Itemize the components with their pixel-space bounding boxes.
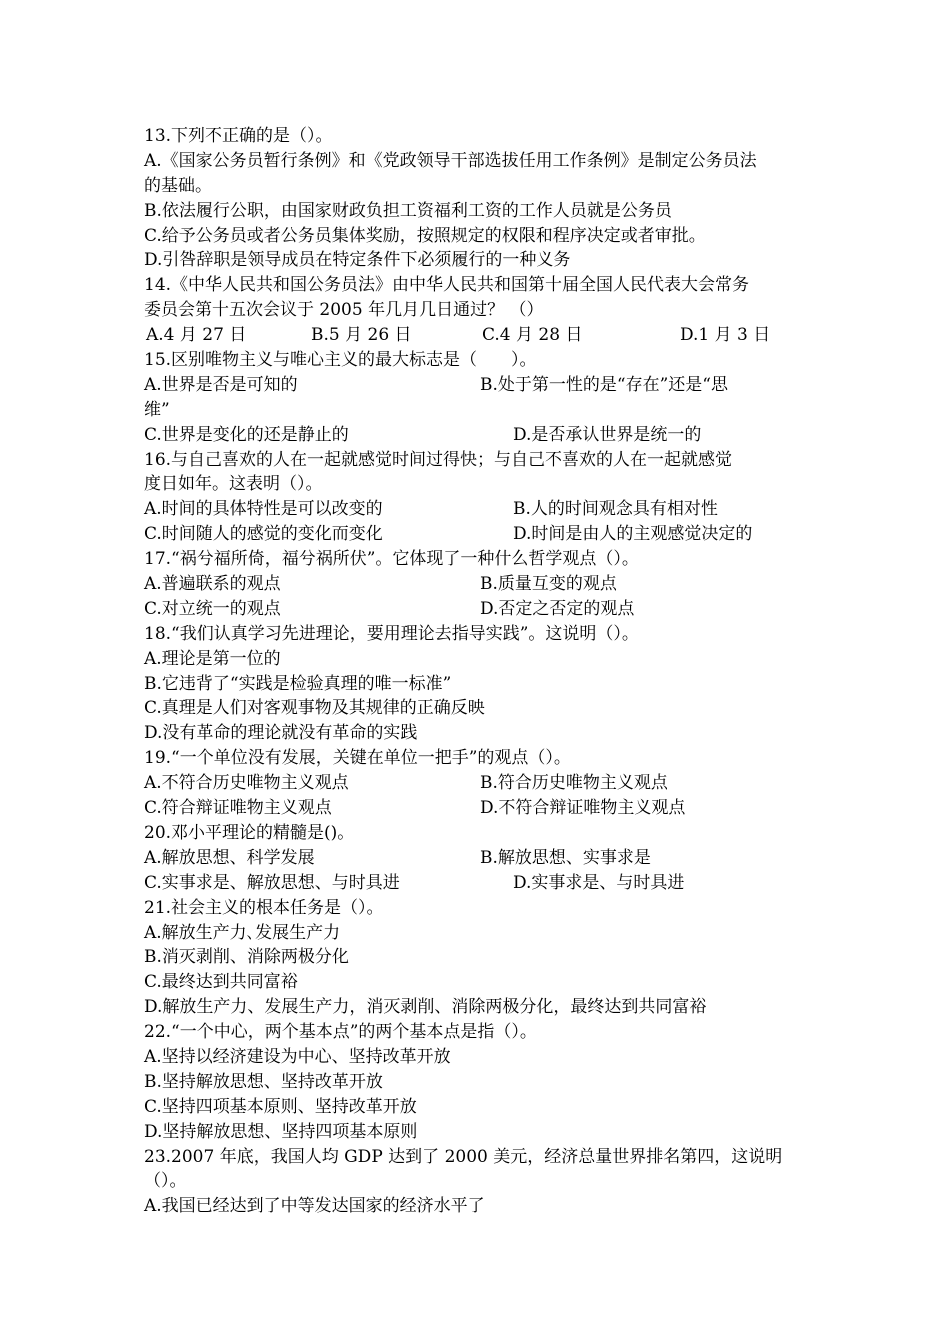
question-14-stem: 14.《中华人民共和国公务员法》由中华人民共和国第十届全国人民代表大会常务: [144, 275, 750, 296]
question-20-option-d: D.实事求是、与时具进: [513, 872, 685, 893]
question-23-stem-cont: （）。: [144, 1171, 187, 1192]
question-20-option-a: A.解放思想、科学发展: [144, 847, 315, 868]
question-21-stem: 21.社会主义的根本任务是（）。: [144, 897, 384, 918]
question-17-option-b: B.质量互变的观点: [480, 574, 617, 595]
question-20-options-cd: [144, 871, 814, 896]
question-15-option-d: D.是否承认世界是统一的: [513, 424, 702, 445]
question-22-stem: 22.“一个中心，两个基本点”的两个基本点是指（）。: [144, 1022, 537, 1043]
question-20-option-c: C.实事求是、解放思想、与时具进: [144, 872, 400, 893]
question-14-option-b: B.5 月 26 日: [311, 325, 412, 346]
question-15-option-a: A.世界是否是可知的: [144, 374, 298, 395]
question-18-option-c: C.真理是人们对客观事物及其规律的正确反映: [144, 698, 485, 719]
question-14-options: [144, 323, 814, 348]
question-16-options-cd: [144, 522, 814, 547]
question-17-stem: 17.“祸兮福所倚，福兮祸所伏”。它体现了一种什么哲学观点（）。: [144, 549, 639, 570]
question-15-option-b-cont: 维”: [144, 399, 170, 420]
question-16-stem: 16.与自己喜欢的人在一起就感觉时间过得快；与自己不喜欢的人在一起就感觉: [144, 449, 733, 470]
question-14-option-d: D.1 月 3 日: [680, 325, 771, 346]
question-23-stem: 23.2007 年底，我国人均 GDP 达到了 2000 美元，经济总量世界排名第四，这说明: [144, 1146, 783, 1167]
question-17-option-a: A.普遍联系的观点: [144, 574, 281, 595]
question-17-options-cd: [144, 597, 814, 622]
question-13-stem: 13.下列不正确的是（）。: [144, 126, 333, 146]
question-16-option-a: A.时间的具体特性是可以改变的: [144, 499, 383, 520]
question-14-option-c: C.4 月 28 日: [482, 325, 583, 346]
question-20-stem: 20.邓小平理论的精髓是()。: [144, 822, 355, 843]
question-14-option-a: A.4 月 27 日: [146, 325, 247, 346]
question-16-option-b: B.人的时间观念具有相对性: [513, 499, 718, 520]
question-18-option-d: D.没有革命的理论就没有革命的实践: [144, 723, 418, 744]
question-17-option-c: C.对立统一的观点: [144, 598, 281, 619]
question-14-stem-cont: 委员会第十五次会议于 2005 年几月几日通过？ （）: [144, 300, 544, 321]
question-15-option-b: B.处于第一性的是“存在”还是“思: [480, 374, 728, 395]
question-13-option-a: A.《国家公务员暂行条例》和《党政领导干部选拔任用工作条例》是制定公务员法: [144, 150, 757, 171]
question-15-options-ab: [144, 373, 814, 398]
question-15-options-cd: [144, 423, 814, 448]
question-22-option-a: A.坚持以经济建设为中心、坚持改革开放: [144, 1046, 451, 1067]
question-19-option-b: B.符合历史唯物主义观点: [480, 773, 668, 794]
question-16-options-ab: [144, 497, 814, 522]
question-18-stem: 18.“我们认真学习先进理论，要用理论去指导实践”。这说明（）。: [144, 623, 639, 644]
question-21-option-d: D.解放生产力、发展生产力，消灭剥削、消除两极分化，最终达到共同富裕: [144, 997, 707, 1018]
question-13-option-b: B.依法履行公职，由国家财政负担工资福利工资的工作人员就是公务员: [144, 200, 672, 221]
question-22-option-c: C.坚持四项基本原则、坚持改革开放: [144, 1096, 417, 1117]
question-21-option-a: A.解放生产力､发展生产力: [144, 922, 341, 943]
question-16-stem-cont: 度日如年。这表明（）。: [144, 474, 323, 495]
question-18-option-b: B.它违背了“实践是检验真理的唯一标准”: [144, 673, 452, 694]
question-16-option-c: C.时间随人的感觉的变化而变化: [144, 524, 383, 545]
question-list: [144, 124, 814, 1219]
question-19-options-ab: [144, 771, 814, 796]
question-13-option-a-cont: 的基础。: [144, 175, 212, 196]
question-15-option-c: C.世界是变化的还是静止的: [144, 424, 349, 445]
question-13-option-d: D.引咎辞职是领导成员在特定条件下必须履行的一种义务: [144, 250, 571, 271]
question-23-option-a: A.我国已经达到了中等发达国家的经济水平了: [144, 1196, 485, 1217]
question-18-option-a: A.理论是第一位的: [144, 648, 281, 669]
question-19-stem: 19.“一个单位没有发展，关键在单位一把手”的观点（）。: [144, 748, 571, 769]
question-19-option-a: A.不符合历史唯物主义观点: [144, 773, 349, 794]
question-17-options-ab: [144, 572, 814, 597]
question-20-options-ab: [144, 846, 814, 871]
question-21-option-c: C.最终达到共同富裕: [144, 972, 298, 993]
question-15-stem: 15.区别唯物主义与唯心主义的最大标志是（ ）。: [144, 350, 537, 371]
question-22-option-d: D.坚持解放思想、坚持四项基本原则: [144, 1121, 418, 1142]
question-19-options-cd: [144, 796, 814, 821]
question-16-option-d: D.时间是由人的主观感觉决定的: [513, 524, 753, 545]
question-19-option-c: C.符合辩证唯物主义观点: [144, 798, 332, 819]
question-13-option-c: C.给予公务员或者公务员集体奖励，按照规定的权限和程序决定或者审批。: [144, 225, 706, 246]
question-22-option-b: B.坚持解放思想、坚持改革开放: [144, 1071, 383, 1092]
question-20-option-b: B.解放思想、实事求是: [480, 847, 651, 868]
question-17-option-d: D.否定之否定的观点: [480, 598, 635, 619]
question-21-option-b: B.消灭剥削、消除两极分化: [144, 947, 349, 968]
question-19-option-d: D.不符合辩证唯物主义观点: [480, 798, 686, 819]
